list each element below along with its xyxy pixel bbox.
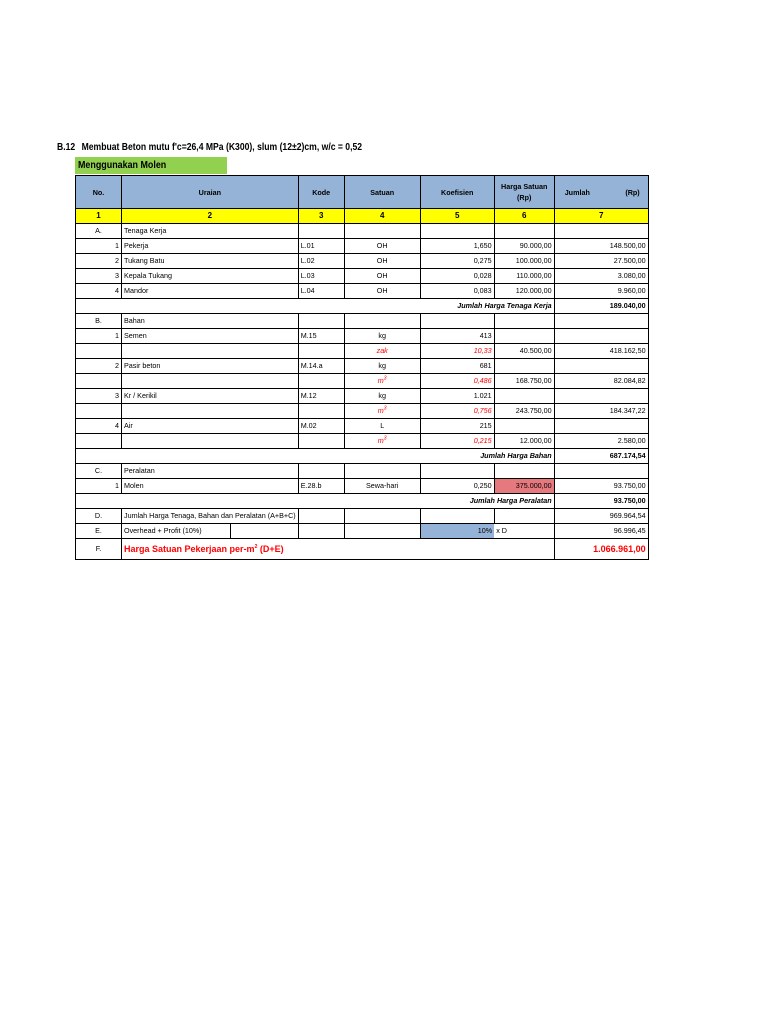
table-row: 1 Pekerja L.01 OH 1,650 90.000,00 148.500,00 bbox=[76, 239, 649, 254]
header-uraian: Uraian bbox=[122, 176, 299, 209]
header-koefisien: Koefisien bbox=[420, 176, 494, 209]
section-c-row bbox=[76, 464, 649, 479]
row-f: F. Harga Satuan Pekerjaan per-$m^2$ (D+E) 1.066.961,00 bbox=[76, 539, 649, 560]
header-harga-satuan: Harga Satuan (Rp) bbox=[494, 176, 554, 209]
column-number-row bbox=[76, 209, 649, 224]
col-number: 6 bbox=[494, 209, 554, 224]
table-row: $m^3$ 0,756 243.750,00 184.347,22 bbox=[76, 404, 649, 419]
table-row: 4 Mandor L.04 OH 0,083 120.000,00 9.960,00 bbox=[76, 284, 649, 299]
table-row: 2 Pasir beton M.14.a kg 681 bbox=[76, 359, 649, 374]
item-code: B.12 bbox=[57, 141, 76, 153]
header-jumlah: Jumlah (Rp) bbox=[554, 176, 648, 209]
header-kode: Kode bbox=[298, 176, 344, 209]
header-no: No. bbox=[76, 176, 122, 209]
subtotal-value: 93.750,00 bbox=[554, 494, 648, 509]
subtotal-value: 687.174,54 bbox=[554, 449, 648, 464]
section-no: A. bbox=[76, 224, 122, 239]
section-label: Peralatan bbox=[122, 464, 299, 479]
table-row: 1 Semen M.15 kg 413 bbox=[76, 329, 649, 344]
table-row: 1 Molen E.28.b Sewa-hari 0,250 375.000,00 93.750,00 bbox=[76, 479, 649, 494]
col-number: 5 bbox=[420, 209, 494, 224]
table-row: 4 Air M.02 L 215 bbox=[76, 419, 649, 434]
page-title bbox=[57, 141, 362, 153]
row-e: E. Overhead + Profit (10%) 10% x D 96.996,45 bbox=[76, 524, 649, 539]
final-total: 1.066.961,00 bbox=[554, 539, 648, 560]
subtotal-label: Jumlah Harga Peralatan bbox=[76, 494, 555, 509]
col-number: 2 bbox=[122, 209, 299, 224]
row-d: D. Jumlah Harga Tenaga, Bahan dan Peralatan (A+B+C) 969.964,54 bbox=[76, 509, 649, 524]
subtotal-row bbox=[76, 449, 649, 464]
subtotal-row bbox=[76, 299, 649, 314]
method-label: Menggunakan Molen bbox=[75, 157, 227, 174]
section-no: C. bbox=[76, 464, 122, 479]
section-a-row bbox=[76, 224, 649, 239]
subtotal-value: 189.040,00 bbox=[554, 299, 648, 314]
item-description: Membuat Beton mutu f'c=26,4 MPa (K300), slum (12±2)cm, w/c = 0,52 bbox=[81, 141, 363, 153]
section-b-row bbox=[76, 314, 649, 329]
table-row: 3 Kepala Tukang L.03 OH 0,028 110.000,00 3.080,00 bbox=[76, 269, 649, 284]
cost-analysis-table bbox=[75, 175, 649, 560]
final-label: Harga Satuan Pekerjaan per-$m^2$ (D+E) bbox=[122, 539, 555, 560]
subtotal-label: Jumlah Harga Bahan bbox=[76, 449, 555, 464]
section-label: Bahan bbox=[122, 314, 299, 329]
col-number: 7 bbox=[554, 209, 648, 224]
header-satuan: Satuan bbox=[344, 176, 420, 209]
subtotal-label: Jumlah Harga Tenaga Kerja bbox=[76, 299, 555, 314]
section-no: B. bbox=[76, 314, 122, 329]
table-row: 3 Kr / Kerikil M.12 kg 1.021 bbox=[76, 389, 649, 404]
subtotal-row bbox=[76, 494, 649, 509]
overhead-percent[interactable]: 10% bbox=[420, 524, 494, 539]
col-number: 1 bbox=[76, 209, 122, 224]
col-number: 3 bbox=[298, 209, 344, 224]
table-row: $m^3$ 0,215 12.000,00 2.580,00 bbox=[76, 434, 649, 449]
table-row: zak 10,33 40.500,00 418.162,50 bbox=[76, 344, 649, 359]
header-row bbox=[76, 176, 649, 209]
table-row: $m^3$ 0,486 168.750,00 82.084,82 bbox=[76, 374, 649, 389]
col-number: 4 bbox=[344, 209, 420, 224]
table-row: 2 Tukang Batu L.02 OH 0,275 100.000,00 27.500,00 bbox=[76, 254, 649, 269]
section-label: Tenaga Kerja bbox=[122, 224, 299, 239]
